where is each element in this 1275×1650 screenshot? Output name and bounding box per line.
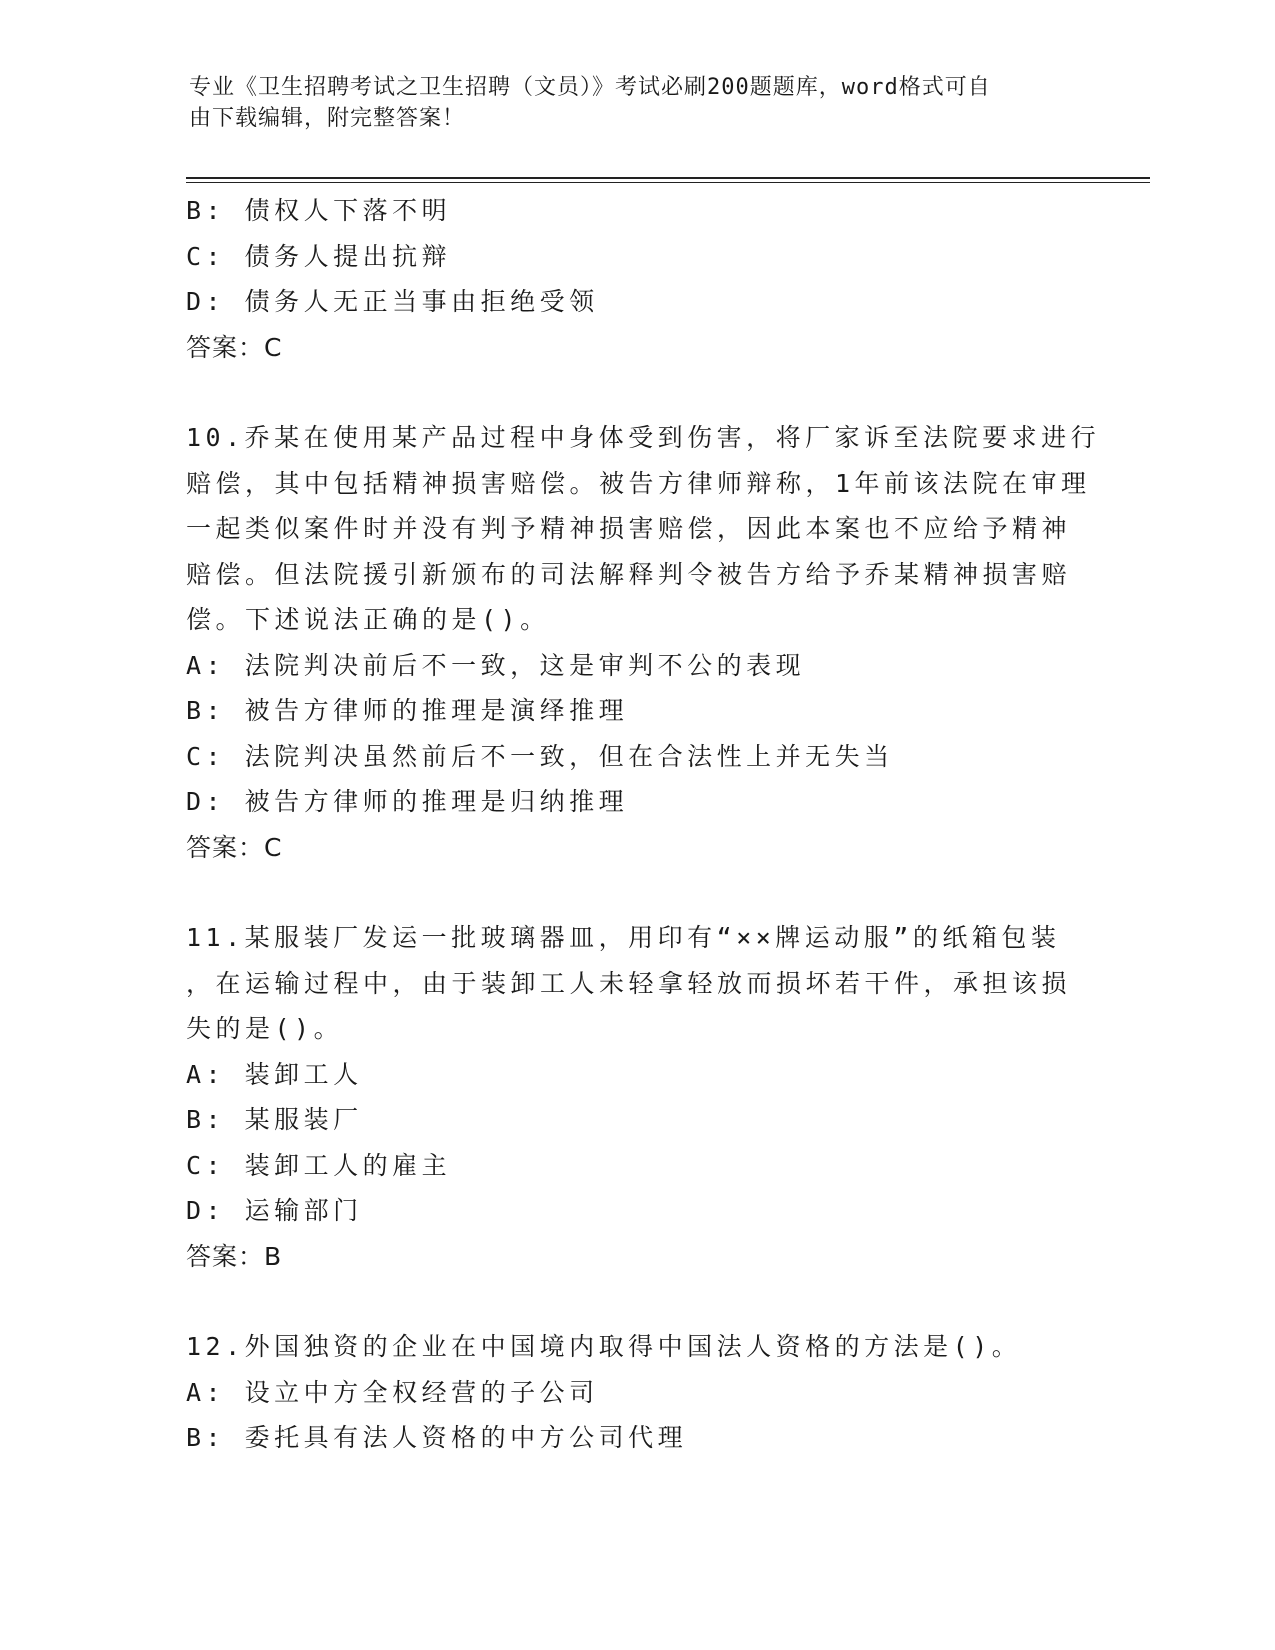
question-stem-line: 偿。下述说法正确的是()。: [186, 605, 550, 634]
header-divider-thick: [186, 177, 1150, 179]
header-divider-thin: [186, 182, 1150, 183]
question-list: [186, 188, 1106, 1461]
document-header: [189, 72, 1089, 134]
option-d: D: 被告方律师的推理是归纳推理: [186, 787, 629, 816]
option-a: A: 法院判决前后不一致，这是审判不公的表现: [186, 650, 806, 680]
question-stem-line: 10.乔某在使用某产品过程中身体受到伤害，将厂家诉至法院要求进行: [186, 423, 1101, 452]
question-stem-line: 一起类似案件时并没有判予精神损害赔偿，因此本案也不应给予精神: [186, 514, 1072, 543]
question-stem-line: 失的是()。: [186, 1014, 344, 1043]
option-c: C: 法院判决虽然前后不一致，但在合法性上并无失当: [186, 741, 894, 771]
question-11: [186, 915, 1106, 1279]
option-c: C: 装卸工人的雇主: [186, 1150, 452, 1180]
option-a: A: 设立中方全权经营的子公司: [186, 1377, 599, 1407]
option-d: D: 债务人无正当事由拒绝受领: [186, 287, 599, 316]
option-c: C: 债务人提出抗辩: [186, 241, 452, 271]
option-b: B: 某服装厂: [186, 1105, 363, 1134]
answer-line: 答案：C: [186, 332, 283, 362]
header-line-2: 由下载编辑，附完整答案！: [189, 106, 466, 131]
option-b: B: 委托具有法人资格的中方公司代理: [186, 1423, 688, 1452]
question-stem-line: 11.某服装厂发运一批玻璃器皿，用印有“××牌运动服”的纸箱包装: [186, 923, 1061, 952]
option-b: B: 债权人下落不明: [186, 196, 452, 225]
answer-line: 答案：B: [186, 1241, 283, 1271]
answer-line: 答案：C: [186, 832, 283, 862]
header-line-1: 专业《卫生招聘考试之卫生招聘（文员）》考试必刷200题题库，word格式可自: [189, 75, 991, 100]
question-stem-line: 赔偿，其中包括精神损害赔偿。被告方律师辩称，1年前该法院在审理: [186, 468, 1091, 498]
question-stem-line: 12.外国独资的企业在中国境内取得中国法人资格的方法是()。: [186, 1332, 1022, 1361]
question-9-continued: [186, 188, 1106, 370]
question-10: [186, 415, 1106, 870]
option-d: D: 运输部门: [186, 1196, 363, 1225]
question-stem-line: 赔偿。但法院援引新颁布的司法解释判令被告方给予乔某精神损害赔: [186, 559, 1072, 589]
option-a: A: 装卸工人: [186, 1059, 363, 1089]
option-b: B: 被告方律师的推理是演绎推理: [186, 696, 629, 725]
question-12: [186, 1324, 1106, 1461]
question-stem-line: ，在运输过程中，由于装卸工人未轻拿轻放而损坏若干件，承担该损: [186, 968, 1072, 998]
